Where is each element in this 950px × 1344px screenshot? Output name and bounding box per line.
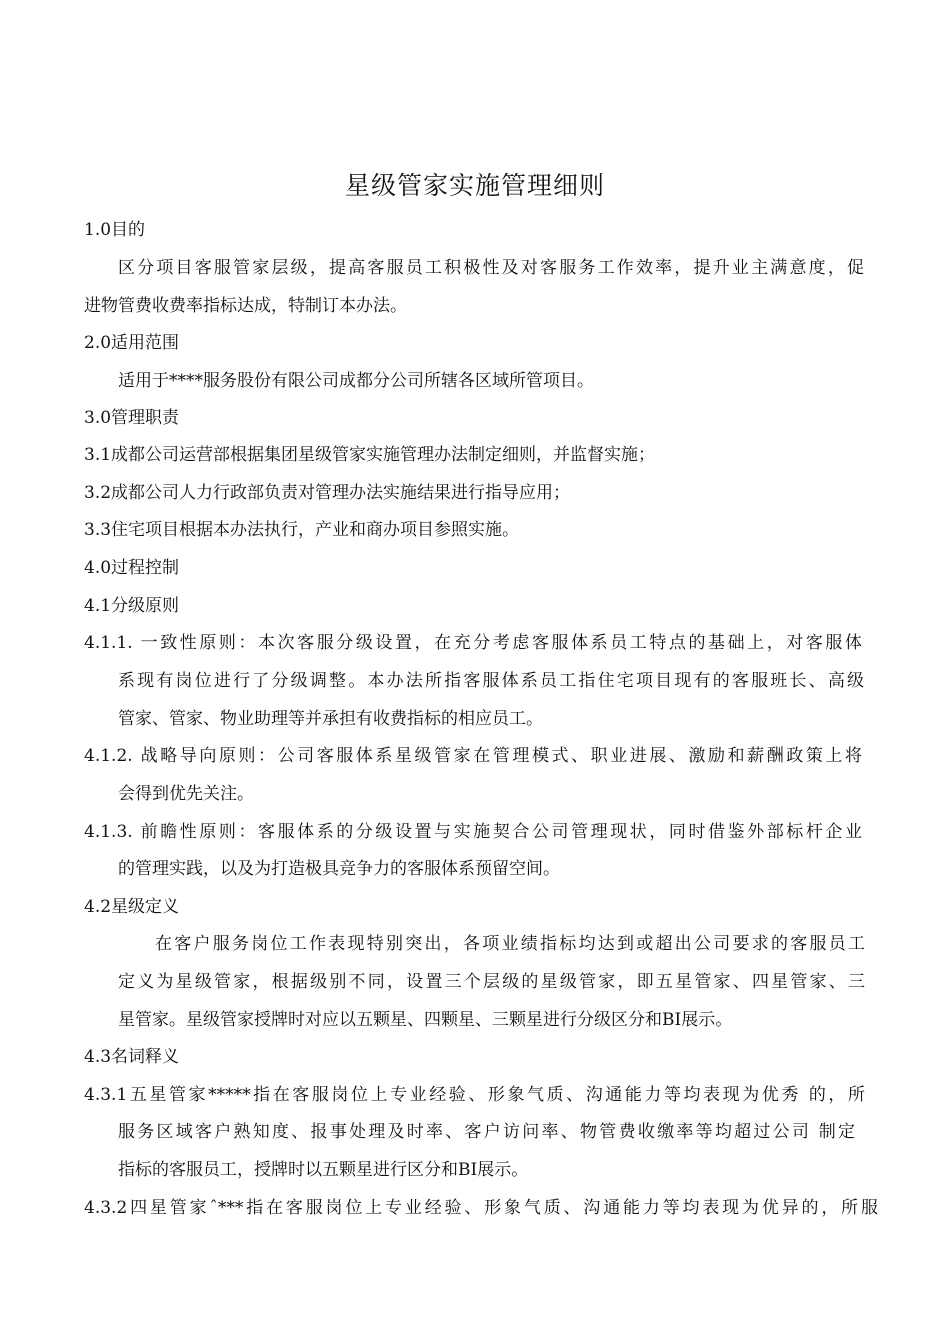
list-item-4-1-3: 4.1.3. 前瞻性原则：客服体系的分级设置与实施契合公司管理现状，同时借鉴外部标杆企业 — [84, 822, 862, 842]
paragraph-line: 服务区域客户熟知度、报事处理及时率、客户访问率、物管费收缴率等均超过公司 制定 — [118, 1122, 855, 1142]
list-item-4-3-1: 4.3.1五星管家*****指在客服岗位上专业经验、形象气质、沟通能力等均表现为优秀 的，所 — [84, 1085, 865, 1105]
list-item-4-1-1: 4.1.1. 一致性原则：本次客服分级设置，在充分考虑客服体系员工特点的基础上，对客服体 — [84, 633, 862, 653]
heading-1-0: 1.0目的 — [84, 220, 146, 240]
list-item-3-3: 3.3住宅项目根据本办法执行，产业和商办项目参照实施。 — [84, 520, 520, 540]
heading-3-0: 3.0管理职责 — [84, 408, 180, 428]
paragraph-line: 会得到优先关注。 — [118, 784, 254, 804]
list-item-3-2: 3.2成都公司人力行政部负责对管理办法实施结果进行指导应用； — [84, 483, 571, 503]
paragraph-line: 在客户服务岗位工作表现特别突出，各项业绩指标均达到或超出公司要求的客服员工 — [155, 934, 865, 954]
document-title: 星级管家实施管理细则 — [344, 171, 605, 200]
paragraph-line: 星管家。星级管家授牌时对应以五颗星、四颗星、三颗星进行分级区分和BI展示。 — [118, 1010, 733, 1030]
heading-4-0: 4.0过程控制 — [84, 558, 180, 578]
paragraph-line: 的管理实践，以及为打造极具竞争力的客服体系预留空间。 — [118, 859, 560, 879]
paragraph-line: 进物管费收费率指标达成，特制订本办法。 — [84, 296, 407, 316]
heading-4-1: 4.1分级原则 — [84, 596, 180, 616]
paragraph-line: 系现有岗位进行了分级调整。本办法所指客服体系员工指住宅项目现有的客服班长、高级 — [118, 671, 864, 691]
heading-4-3: 4.3名词释义 — [84, 1047, 180, 1067]
paragraph-line: 区分项目客服管家层级，提高客服员工积极性及对客服务工作效率，提升业主满意度，促 — [118, 258, 864, 278]
list-item-4-1-2: 4.1.2. 战略导向原则：公司客服体系星级管家在管理模式、职业进展、激励和薪酬政策上将 — [84, 746, 862, 766]
paragraph-line: 管家、管家、物业助理等并承担有收费指标的相应员工。 — [118, 709, 543, 729]
paragraph-line: 适用于****服务股份有限公司成都分公司所辖各区域所管项目。 — [118, 371, 594, 391]
heading-4-2: 4.2星级定义 — [84, 897, 180, 917]
list-item-4-3-2: 4.3.2四星管家ˆ***指在客服岗位上专业经验、形象气质、沟通能力等均表现为优异的，所服 — [84, 1198, 878, 1218]
heading-2-0: 2.0适用范围 — [84, 333, 180, 353]
paragraph-line: 定义为星级管家，根据级别不同，设置三个层级的星级管家，即五星管家、四星管家、三 — [118, 972, 865, 992]
paragraph-line: 指标的客服员工，授牌时以五颗星进行区分和BI展示。 — [118, 1160, 529, 1180]
list-item-3-1: 3.1成都公司运营部根据集团星级管家实施管理办法制定细则，并监督实施； — [84, 445, 656, 465]
